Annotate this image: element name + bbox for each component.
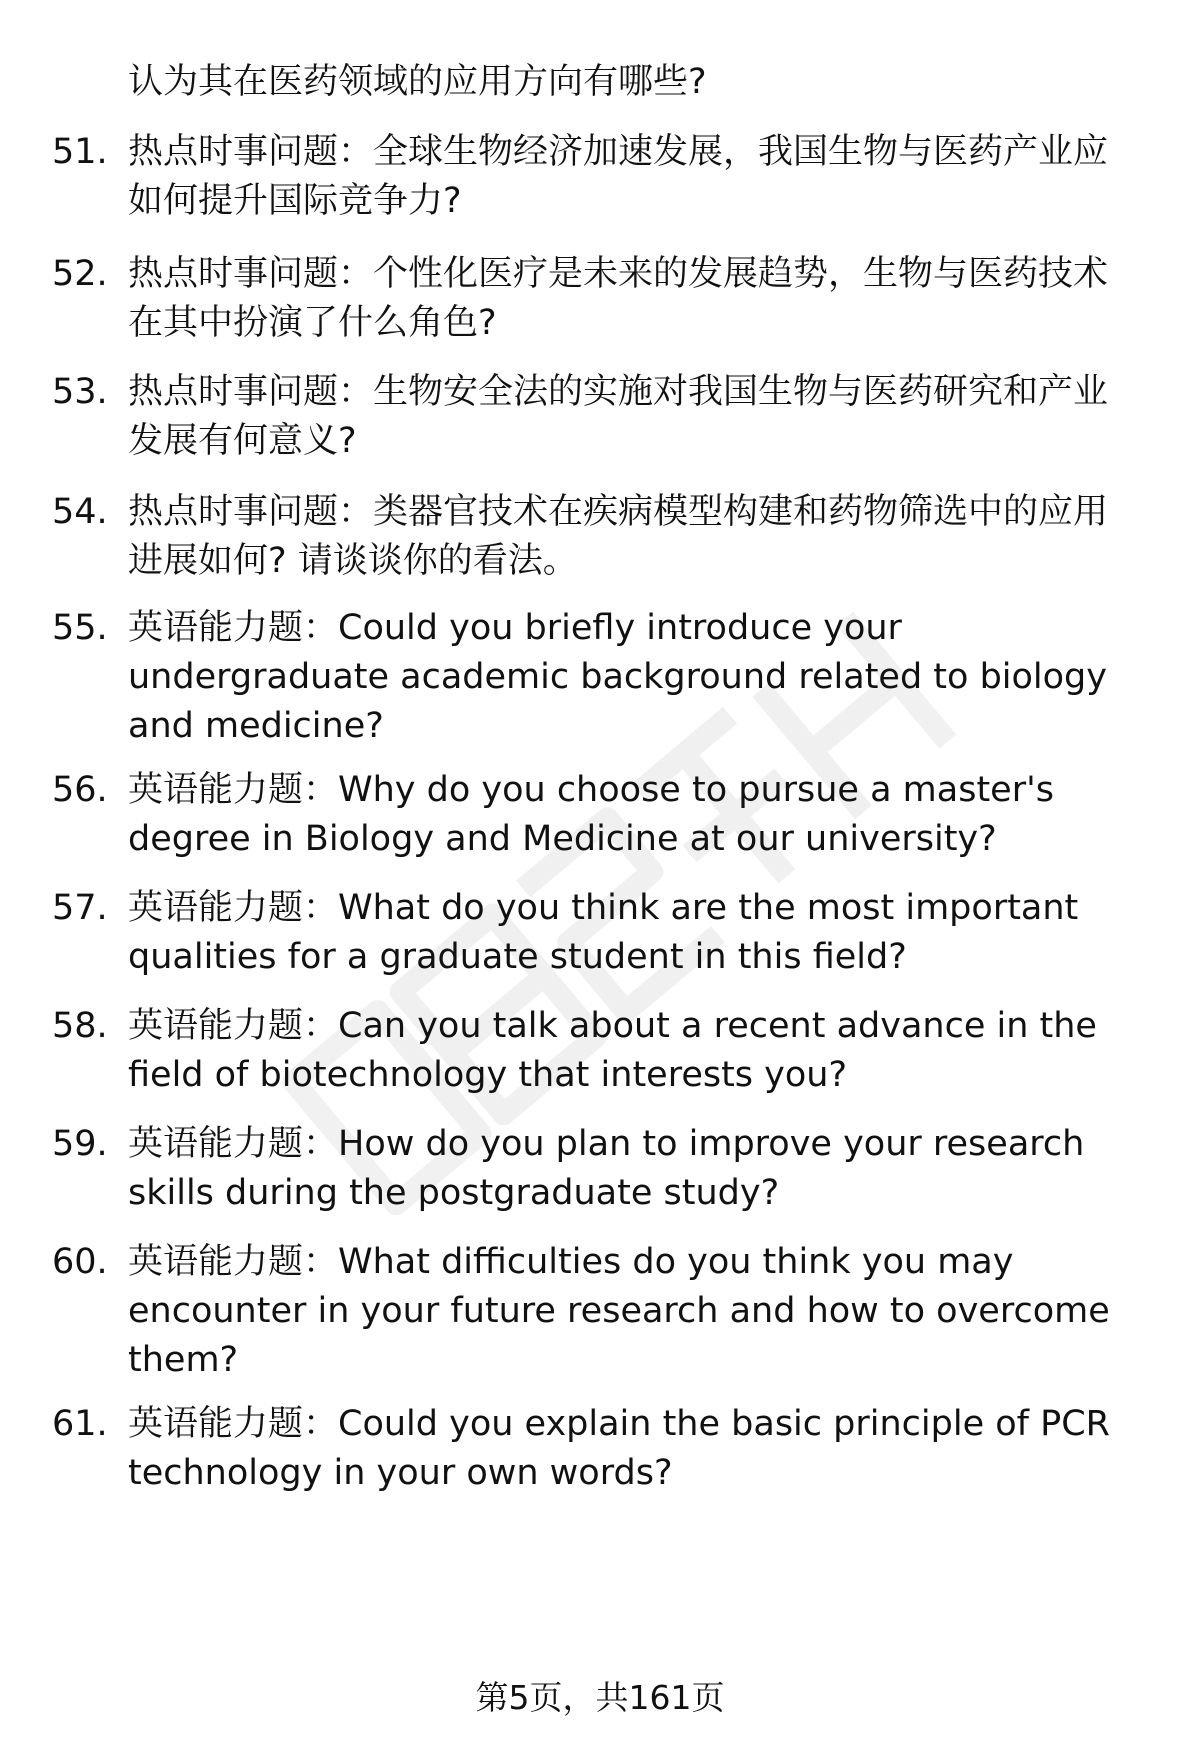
question-number: 52. (52, 254, 108, 294)
question-item (52, 1400, 1142, 1498)
question-item (52, 884, 1142, 982)
question-number: 57. (52, 888, 108, 928)
page-footer: 第5页，共161页 (475, 1678, 725, 1717)
question-number: 61. (52, 1404, 108, 1444)
question-text: 英语能力题：What difficulties do you think you may encounter in your future research and how to overcome them? (128, 1242, 1110, 1380)
question-item (52, 368, 1142, 466)
question-number: 58. (52, 1006, 108, 1046)
question-text: 热点时事问题：全球生物经济加速发展，我国生物与医药产业应如何提升国际竞争力? (128, 132, 1109, 221)
question-number: 55. (52, 608, 108, 648)
question-item (52, 128, 1142, 226)
question-number: 54. (52, 492, 108, 532)
question-text: 英语能力题：Why do you choose to pursue a master's degree in Biology and Medicine at our university? (128, 770, 1054, 859)
question-number: 56. (52, 770, 108, 810)
question-number: 59. (52, 1124, 108, 1164)
question-item (52, 766, 1142, 864)
question-text: 热点时事问题：个性化医疗是未来的发展趋势，生物与医药技术在其中扮演了什么角色? (128, 254, 1109, 343)
question-text: 热点时事问题：生物安全法的实施对我国生物与医药研究和产业发展有何意义? (128, 372, 1109, 461)
question-text: 英语能力题：Could you explain the basic principle of PCR technology in your own words? (128, 1404, 1110, 1493)
question-item (52, 1002, 1142, 1100)
question-text: 热点时事问题：类器官技术在疾病模型构建和药物筛选中的应用进展如何? 请谈谈你的看法。 (128, 492, 1109, 581)
question-text: 英语能力题：How do you plan to improve your research skills during the postgraduate study? (128, 1124, 1085, 1213)
question-item (52, 488, 1142, 586)
question-item (52, 1238, 1142, 1385)
question-item (52, 1120, 1142, 1218)
question-number: 53. (52, 372, 108, 412)
continuation-text: 认为其在医药领域的应用方向有哪些? (128, 62, 707, 102)
question-number: 60. (52, 1242, 108, 1282)
question-text: 英语能力题：What do you think are the most important qualities for a graduate student in this field? (128, 888, 1079, 977)
question-number: 51. (52, 132, 108, 172)
question-item (52, 250, 1142, 348)
question-item (52, 604, 1142, 751)
question-text: 英语能力题：Can you talk about a recent advance in the field of biotechnology that interests you? (128, 1006, 1097, 1095)
question-text: 英语能力题：Could you briefly introduce your undergraduate academic background related to biology and medicine? (128, 608, 1107, 746)
